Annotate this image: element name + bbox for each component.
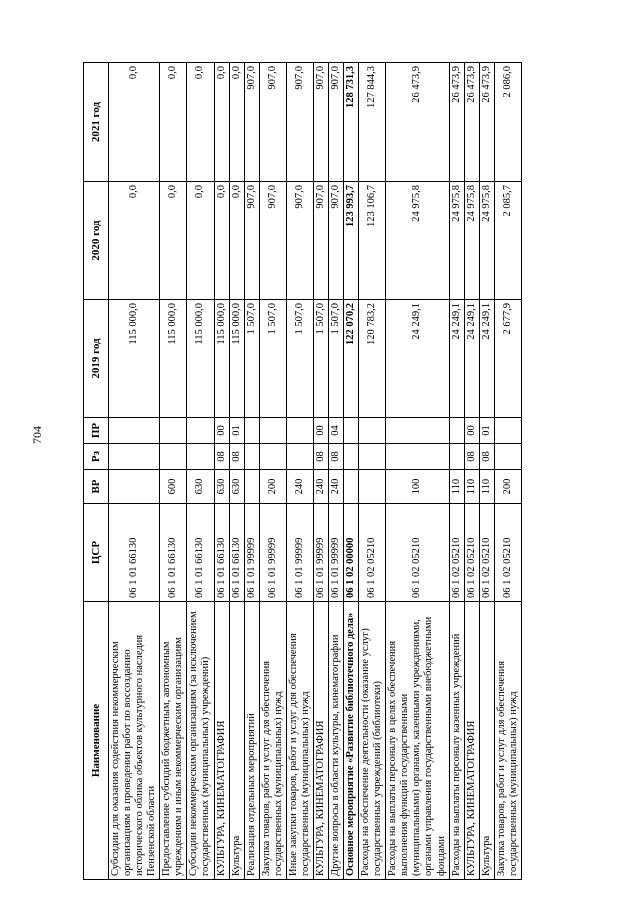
cell-y2020: 123 993,7: [344, 182, 359, 300]
cell-y2019: 1 507,0: [329, 300, 344, 418]
cell-y2021: 907,0: [329, 63, 344, 182]
table-row: [464, 63, 479, 880]
cell-y2021: 127 844,3: [359, 63, 386, 182]
cell-y2021: 0,0: [229, 63, 244, 182]
cell-y2021: 0,0: [214, 63, 229, 182]
table-row: [479, 63, 494, 880]
cell-rz: [344, 444, 359, 470]
cell-y2019: 115 000,0: [214, 300, 229, 418]
cell-name: КУЛЬТУРА, КИНЕМАТОГРАФИЯ: [214, 602, 229, 880]
cell-rz: [160, 444, 187, 470]
cell-vr: [359, 470, 386, 504]
cell-rz: [386, 444, 449, 470]
cell-rz: 08: [214, 444, 229, 470]
cell-name: Субсидии некоммерческим организациям (за исключением государственных (муниципальных) учреждений): [187, 602, 214, 880]
cell-y2021: 907,0: [313, 63, 328, 182]
cell-y2020: 907,0: [286, 182, 313, 300]
table-row: [494, 63, 521, 880]
header-2019: 2019 год: [84, 300, 109, 418]
cell-y2021: 0,0: [187, 63, 214, 182]
cell-rz: [109, 444, 160, 470]
cell-y2019: 24 249,1: [464, 300, 479, 418]
cell-pr: [160, 418, 187, 444]
cell-rz: [359, 444, 386, 470]
cell-name: Предоставление субсидий бюджетным, автономным учреждениям и иным некоммерческим организациям: [160, 602, 187, 880]
cell-rz: 08: [329, 444, 344, 470]
table-row: [313, 63, 328, 880]
table-row: [386, 63, 449, 880]
cell-y2019: 1 507,0: [286, 300, 313, 418]
cell-name: Культура: [229, 602, 244, 880]
cell-vr: 630: [214, 470, 229, 504]
cell-pr: 01: [479, 418, 494, 444]
cell-y2020: 2 085,7: [494, 182, 521, 300]
cell-y2021: 2 086,0: [494, 63, 521, 182]
cell-pr: 00: [464, 418, 479, 444]
header-rz: Рз: [84, 444, 109, 470]
cell-y2020: 907,0: [244, 182, 259, 300]
cell-rz: [187, 444, 214, 470]
table-row: [244, 63, 259, 880]
budget-table-container: [83, 63, 613, 880]
header-2020: 2020 год: [84, 182, 109, 300]
cell-rz: [259, 444, 286, 470]
cell-pr: [187, 418, 214, 444]
table-row: [187, 63, 214, 880]
cell-name: Закупка товаров, работ и услуг для обеспечения государственных (муниципальных) нужд: [259, 602, 286, 880]
cell-rz: [449, 444, 464, 470]
cell-csr: 06 1 02 00000: [344, 504, 359, 602]
budget-table: [83, 62, 522, 880]
table-row: [259, 63, 286, 880]
cell-rz: [286, 444, 313, 470]
cell-name: Субсидии для оказания содействия некоммерческим организациям в проведении работ по воссозданию исторического облика объектов культурного наследия Пензенской области: [109, 602, 160, 880]
cell-y2019: 115 000,0: [229, 300, 244, 418]
table-row: [449, 63, 464, 880]
table-row: [329, 63, 344, 880]
header-pr: ПР: [84, 418, 109, 444]
cell-vr: 630: [187, 470, 214, 504]
table-row: [109, 63, 160, 880]
cell-pr: 04: [329, 418, 344, 444]
cell-y2019: 2 677,9: [494, 300, 521, 418]
table-row: [214, 63, 229, 880]
cell-y2021: 26 473,9: [386, 63, 449, 182]
cell-y2020: 0,0: [160, 182, 187, 300]
cell-y2021: 907,0: [259, 63, 286, 182]
cell-vr: 110: [449, 470, 464, 504]
cell-vr: 200: [259, 470, 286, 504]
cell-y2020: 123 106,7: [359, 182, 386, 300]
cell-csr: 06 1 01 66130: [214, 504, 229, 602]
cell-name: Расходы на выплаты персоналу в целях обеспечения выполнения функций государственными (муниципальными) органами, казенными учреждениями, органами управления государственными внебюджетными фондами: [386, 602, 449, 880]
cell-csr: 06 1 01 66130: [109, 504, 160, 602]
cell-pr: 00: [313, 418, 328, 444]
cell-vr: 240: [329, 470, 344, 504]
cell-y2019: 115 000,0: [160, 300, 187, 418]
cell-csr: 06 1 01 99999: [286, 504, 313, 602]
cell-y2019: 120 783,2: [359, 300, 386, 418]
cell-y2020: 24 975,8: [479, 182, 494, 300]
cell-name: Основное мероприятие «Развитие библиотечного дела»: [344, 602, 359, 880]
cell-y2021: 26 473,9: [449, 63, 464, 182]
cell-csr: 06 1 01 99999: [259, 504, 286, 602]
cell-rz: [494, 444, 521, 470]
header-2021: 2021 год: [84, 63, 109, 182]
cell-y2021: 0,0: [160, 63, 187, 182]
cell-name: Закупка товаров, работ и услуг для обеспечения государственных (муниципальных) нужд: [494, 602, 521, 880]
table-row: [160, 63, 187, 880]
cell-csr: 06 1 01 66130: [160, 504, 187, 602]
cell-y2019: 1 507,0: [259, 300, 286, 418]
header-row: [84, 63, 109, 880]
cell-csr: 06 1 01 99999: [244, 504, 259, 602]
cell-rz: 08: [464, 444, 479, 470]
cell-csr: 06 1 02 05210: [464, 504, 479, 602]
cell-csr: 06 1 01 66130: [187, 504, 214, 602]
cell-y2020: 0,0: [187, 182, 214, 300]
cell-pr: [386, 418, 449, 444]
cell-y2021: 26 473,9: [479, 63, 494, 182]
table-row: [229, 63, 244, 880]
cell-pr: [259, 418, 286, 444]
cell-pr: [449, 418, 464, 444]
cell-pr: [244, 418, 259, 444]
cell-y2021: 26 473,9: [464, 63, 479, 182]
cell-y2019: 1 507,0: [313, 300, 328, 418]
cell-y2020: 0,0: [229, 182, 244, 300]
cell-pr: 01: [229, 418, 244, 444]
table-body: [109, 63, 522, 880]
table-row: [286, 63, 313, 880]
cell-name: КУЛЬТУРА, КИНЕМАТОГРАФИЯ: [464, 602, 479, 880]
cell-pr: [494, 418, 521, 444]
cell-pr: [109, 418, 160, 444]
cell-y2020: 907,0: [259, 182, 286, 300]
cell-pr: 00: [214, 418, 229, 444]
cell-y2020: 24 975,8: [386, 182, 449, 300]
cell-rz: 08: [313, 444, 328, 470]
cell-csr: 06 1 01 99999: [329, 504, 344, 602]
cell-rz: 08: [479, 444, 494, 470]
cell-y2019: 115 000,0: [187, 300, 214, 418]
cell-pr: [344, 418, 359, 444]
cell-vr: 100: [386, 470, 449, 504]
cell-y2020: 907,0: [313, 182, 328, 300]
cell-y2020: 0,0: [214, 182, 229, 300]
cell-y2021: 907,0: [286, 63, 313, 182]
header-name: Наименование: [84, 602, 109, 880]
cell-vr: [109, 470, 160, 504]
cell-y2021: 0,0: [109, 63, 160, 182]
header-vr: ВР: [84, 470, 109, 504]
cell-csr: 06 1 02 05210: [386, 504, 449, 602]
header-csr: ЦСР: [84, 504, 109, 602]
cell-y2020: 24 975,8: [449, 182, 464, 300]
cell-vr: 600: [160, 470, 187, 504]
cell-vr: 240: [313, 470, 328, 504]
cell-csr: 06 1 02 05210: [359, 504, 386, 602]
cell-name: Другие вопросы в области культуры, кинематографии: [329, 602, 344, 880]
cell-vr: [244, 470, 259, 504]
cell-y2019: 24 249,1: [449, 300, 464, 418]
cell-csr: 06 1 02 05210: [449, 504, 464, 602]
cell-name: Расходы на выплаты персоналу казенных учреждений: [449, 602, 464, 880]
cell-csr: 06 1 01 66130: [229, 504, 244, 602]
cell-y2021: 907,0: [244, 63, 259, 182]
table-row: [359, 63, 386, 880]
cell-pr: [286, 418, 313, 444]
cell-vr: 240: [286, 470, 313, 504]
page-number: 704: [30, 426, 44, 444]
table-row: [344, 63, 359, 880]
cell-y2019: 1 507,0: [244, 300, 259, 418]
cell-pr: [359, 418, 386, 444]
cell-y2020: 24 975,8: [464, 182, 479, 300]
cell-vr: 110: [479, 470, 494, 504]
cell-name: Расходы на обеспечение деятельности (оказание услуг) государственных учреждений (библиотеки): [359, 602, 386, 880]
cell-name: Иные закупки товаров, работ и услуг для обеспечения государственных (муниципальных) нужд: [286, 602, 313, 880]
cell-name: КУЛЬТУРА, КИНЕМАТОГРАФИЯ: [313, 602, 328, 880]
cell-y2020: 0,0: [109, 182, 160, 300]
cell-y2019: 24 249,1: [386, 300, 449, 418]
cell-vr: [344, 470, 359, 504]
cell-name: Культура: [479, 602, 494, 880]
cell-csr: 06 1 02 05210: [479, 504, 494, 602]
cell-vr: 110: [464, 470, 479, 504]
cell-vr: 200: [494, 470, 521, 504]
cell-y2019: 122 070,2: [344, 300, 359, 418]
cell-y2019: 115 000,0: [109, 300, 160, 418]
cell-name: Реализация отдельных мероприятий: [244, 602, 259, 880]
cell-rz: 08: [229, 444, 244, 470]
cell-vr: 630: [229, 470, 244, 504]
cell-y2021: 128 731,3: [344, 63, 359, 182]
cell-y2020: 907,0: [329, 182, 344, 300]
cell-csr: 06 1 02 05210: [494, 504, 521, 602]
cell-csr: 06 1 01 99999: [313, 504, 328, 602]
cell-y2019: 24 249,1: [479, 300, 494, 418]
cell-rz: [244, 444, 259, 470]
